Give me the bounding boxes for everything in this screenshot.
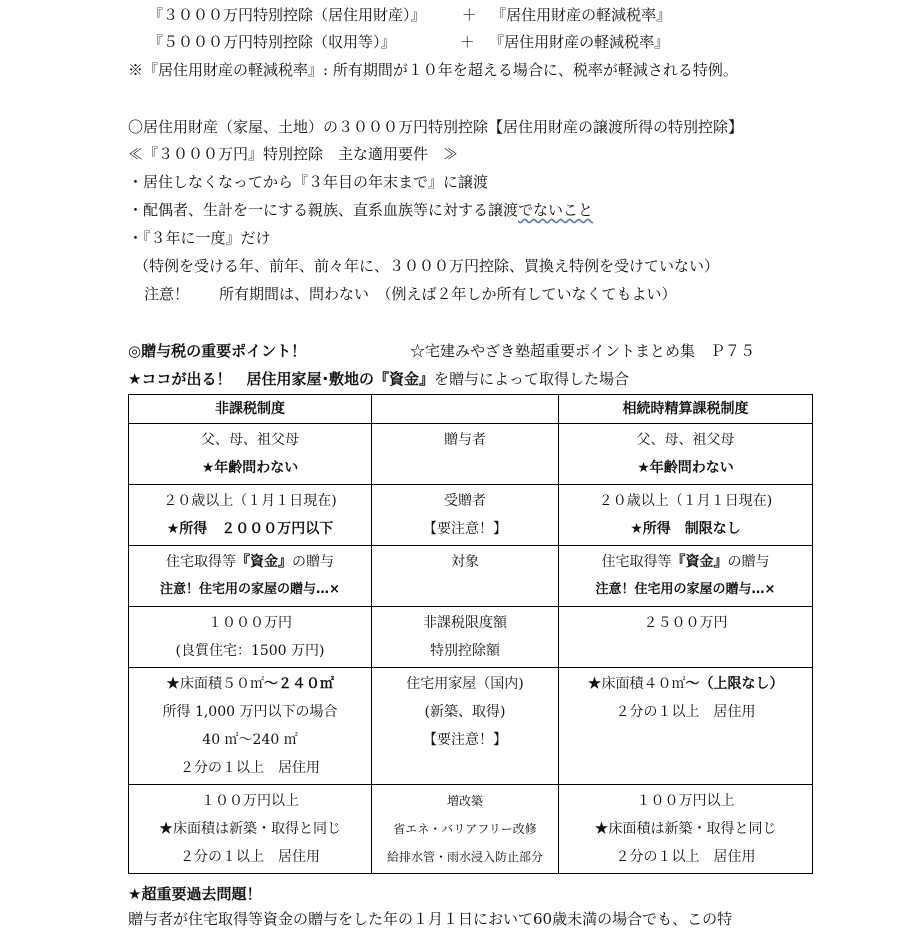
header-cell: 非課税制度 bbox=[129, 395, 372, 424]
cell-text: １００万円以上 bbox=[201, 793, 299, 809]
text: ★床面積４０㎡ bbox=[587, 676, 686, 692]
bold-text: ★ココが出る！ 居住用家屋･敷地の『資金』 bbox=[128, 370, 434, 388]
cell-text: (新築、取得) bbox=[424, 704, 506, 720]
plus: ＋ bbox=[461, 6, 477, 24]
table-cell bbox=[129, 668, 372, 785]
gift-ref: ☆宅建みやざき塾超重要ポイントまとめ集 Ｐ７５ bbox=[410, 342, 756, 360]
cell-text: ２０歳以上（１月１日現在) bbox=[598, 493, 773, 509]
table-row bbox=[129, 546, 813, 607]
top-line-2 bbox=[148, 32, 669, 52]
table-cell bbox=[372, 607, 559, 668]
bold-text: 『資金』 bbox=[671, 554, 728, 570]
table-cell bbox=[129, 607, 372, 668]
cell-text: 対象 bbox=[451, 554, 479, 570]
cell-text: (良質住宅：1500 万円) bbox=[175, 643, 325, 659]
top-line-1 bbox=[148, 5, 671, 25]
text: 『居住用財産の軽減税率』 bbox=[491, 6, 672, 24]
text: の贈与 bbox=[727, 554, 770, 570]
table-cell bbox=[129, 485, 372, 546]
table-cell bbox=[129, 424, 372, 485]
cell-text: 【要注意！】 bbox=[423, 521, 507, 537]
bold-text: 〜２４０㎡ bbox=[264, 676, 334, 692]
residence-item-1: ・居住しなくなってから『３年目の年末まで』に譲渡 bbox=[128, 173, 489, 191]
cell-text: ２分の１以上 居住用 bbox=[615, 849, 756, 865]
table-cell bbox=[372, 485, 559, 546]
residence-item-2 bbox=[128, 200, 593, 220]
table-cell bbox=[372, 546, 559, 607]
past-title: ★超重要過去問題！ bbox=[128, 885, 262, 903]
cell-text bbox=[561, 548, 810, 576]
comparison-table bbox=[128, 394, 813, 874]
table-cell bbox=[372, 668, 559, 785]
table-row bbox=[129, 607, 813, 668]
cell-text bbox=[561, 670, 810, 698]
table-cell bbox=[559, 546, 813, 607]
cell-text: ２分の１以上 居住用 bbox=[180, 760, 320, 776]
cell-text: 特別控除額 bbox=[430, 643, 500, 659]
text: を贈与によって取得した場合 bbox=[433, 370, 629, 388]
cell-text: 非課税限度額 bbox=[423, 615, 507, 631]
text: 『３０００万円特別控除（居住用財産）』 bbox=[148, 6, 426, 24]
cell-text: 父、母、祖父母 bbox=[201, 432, 299, 448]
table-cell bbox=[559, 785, 813, 874]
table-row bbox=[129, 785, 813, 874]
text: 『５０００万円特別控除（収用等）』 bbox=[148, 33, 396, 51]
table-cell bbox=[129, 785, 372, 874]
cell-text: 受贈者 bbox=[444, 493, 486, 509]
cell-text: 増改築 bbox=[446, 794, 483, 808]
cell-text: ２５００万円 bbox=[643, 615, 728, 631]
cell-text bbox=[131, 670, 369, 698]
wavy-text: でないこと bbox=[518, 201, 594, 219]
residence-item-4: （特例を受ける年、前年、前々年に、３０００万円控除、買換え特例を受けていない） bbox=[134, 257, 720, 275]
table-header-row bbox=[129, 395, 813, 424]
gift-title: ◎贈与税の重要ポイント！ bbox=[128, 342, 307, 360]
cell-text: 40 ㎡〜240 ㎡ bbox=[202, 732, 298, 748]
header-cell: 相続時精算課税制度 bbox=[559, 395, 813, 424]
residence-item-3: ・『３年に一度』だけ bbox=[128, 229, 271, 247]
cell-text bbox=[131, 548, 369, 576]
table-cell bbox=[129, 546, 372, 607]
table-row bbox=[129, 424, 813, 485]
table-cell bbox=[559, 424, 813, 485]
cell-text: 贈与者 bbox=[444, 432, 486, 448]
table-row bbox=[129, 668, 813, 785]
table-row bbox=[129, 485, 813, 546]
plus: ＋ bbox=[459, 33, 475, 51]
residence-heading: 〇居住用財産（家屋、土地）の３０００万円特別控除【居住用財産の譲渡所得の特別控除】 bbox=[128, 118, 744, 136]
table-cell bbox=[372, 424, 559, 485]
header-cell bbox=[372, 395, 559, 424]
table-cell bbox=[559, 607, 813, 668]
cell-text: １０００万円 bbox=[208, 615, 292, 631]
cell-text: 省エネ・バリアフリー改修 bbox=[393, 822, 537, 836]
cell-text: ★床面積は新築・取得と同じ bbox=[159, 821, 341, 837]
past-text-cut: 贈与者が住宅取得等資金の贈与をした年の１月１日において60歳未満の場合でも、この特 bbox=[128, 910, 733, 928]
cell-text: 所得 1,000 万円以下の場合 bbox=[162, 704, 338, 720]
table-cell bbox=[559, 485, 813, 546]
cell-text: ★床面積は新築・取得と同じ bbox=[594, 821, 777, 837]
text: ・配偶者、生計を一にする親族、直系血族等に対する譲渡 bbox=[128, 201, 519, 219]
cell-text: 給排水管・雨水浸入防止部分 bbox=[386, 850, 543, 864]
cell-text: ★年齢問わない bbox=[201, 460, 299, 476]
table-cell bbox=[559, 668, 813, 785]
cell-text: １００万円以上 bbox=[636, 793, 735, 809]
residence-item-5: 注意！ 所有期間は、問わない （例えば２年しか所有していなくてもよい） bbox=[144, 285, 677, 303]
cell-text: ★所得 ２０００万円以下 bbox=[166, 521, 334, 537]
cell-text: 注意！住宅用の家屋の贈与…× bbox=[595, 582, 776, 597]
text: 『居住用財産の軽減税率』 bbox=[489, 33, 670, 51]
text: 住宅取得等 bbox=[601, 554, 672, 570]
cell-text: 注意！住宅用の家屋の贈与…× bbox=[160, 582, 340, 597]
cell-text: 【要注意！】 bbox=[423, 732, 507, 748]
cell-text: ★年齢問わない bbox=[637, 460, 734, 476]
text: 住宅取得等 bbox=[166, 554, 236, 570]
residence-sub: ≪『３０００万円』特別控除 主な適用要件 ≫ bbox=[128, 145, 459, 163]
top-note: ※『居住用財産の軽減税率』: 所有期間が１０年を超える場合に、税率が軽減される特例。 bbox=[128, 61, 738, 79]
cell-text: ★所得 制限なし bbox=[630, 521, 741, 537]
bold-text: 〜（上限なし） bbox=[685, 676, 784, 692]
cell-text: ２分の１以上 居住用 bbox=[180, 849, 320, 865]
bold-text: 『資金』 bbox=[236, 554, 292, 570]
text: の贈与 bbox=[292, 554, 334, 570]
cell-text: 父、母、祖父母 bbox=[636, 432, 735, 448]
table-cell bbox=[372, 785, 559, 874]
cell-text: 住宅用家屋（国内) bbox=[406, 676, 524, 692]
cell-text: ２分の１以上 居住用 bbox=[615, 704, 756, 720]
text: ★床面積５０㎡ bbox=[166, 676, 264, 692]
cell-text: ２０歳以上（１月１日現在) bbox=[163, 493, 337, 509]
gift-subtitle bbox=[128, 369, 629, 389]
